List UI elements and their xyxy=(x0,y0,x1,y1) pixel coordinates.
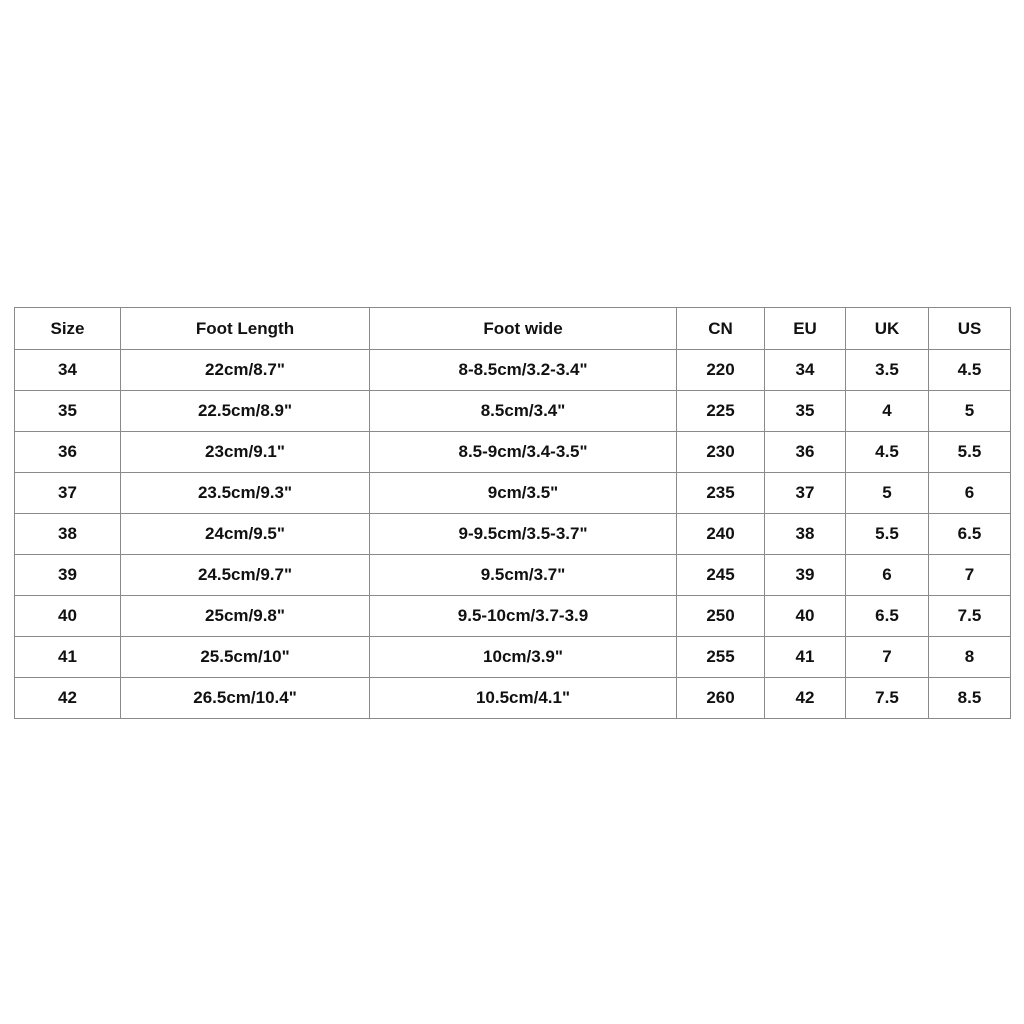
cell-cn: 245 xyxy=(677,555,765,596)
cell-eu: 42 xyxy=(765,678,846,719)
cell-eu: 41 xyxy=(765,637,846,678)
cell-uk: 4.5 xyxy=(846,432,929,473)
cell-foot-wide: 8.5-9cm/3.4-3.5" xyxy=(370,432,677,473)
cell-foot-wide: 8-8.5cm/3.2-3.4" xyxy=(370,350,677,391)
cell-foot-wide: 9.5cm/3.7" xyxy=(370,555,677,596)
cell-foot-wide: 9-9.5cm/3.5-3.7" xyxy=(370,514,677,555)
cell-uk: 7 xyxy=(846,637,929,678)
table-row xyxy=(15,678,1011,719)
cell-foot-length: 22.5cm/8.9" xyxy=(121,391,370,432)
cell-cn: 250 xyxy=(677,596,765,637)
header-uk: UK xyxy=(846,308,929,350)
cell-foot-wide: 8.5cm/3.4" xyxy=(370,391,677,432)
cell-size: 42 xyxy=(15,678,121,719)
cell-size: 40 xyxy=(15,596,121,637)
cell-foot-length: 25.5cm/10" xyxy=(121,637,370,678)
cell-uk: 5 xyxy=(846,473,929,514)
cell-us: 5.5 xyxy=(929,432,1011,473)
table-row xyxy=(15,514,1011,555)
cell-uk: 6 xyxy=(846,555,929,596)
header-us: US xyxy=(929,308,1011,350)
cell-size: 37 xyxy=(15,473,121,514)
table-row xyxy=(15,637,1011,678)
cell-us: 6 xyxy=(929,473,1011,514)
cell-eu: 38 xyxy=(765,514,846,555)
cell-foot-length: 22cm/8.7" xyxy=(121,350,370,391)
cell-cn: 255 xyxy=(677,637,765,678)
cell-cn: 220 xyxy=(677,350,765,391)
header-eu: EU xyxy=(765,308,846,350)
cell-us: 6.5 xyxy=(929,514,1011,555)
header-row xyxy=(15,308,1011,350)
cell-eu: 37 xyxy=(765,473,846,514)
cell-eu: 36 xyxy=(765,432,846,473)
header-foot-wide: Foot wide xyxy=(370,308,677,350)
cell-foot-wide: 9cm/3.5" xyxy=(370,473,677,514)
cell-us: 8 xyxy=(929,637,1011,678)
cell-us: 7 xyxy=(929,555,1011,596)
header-cn: CN xyxy=(677,308,765,350)
header-size: Size xyxy=(15,308,121,350)
cell-cn: 225 xyxy=(677,391,765,432)
cell-foot-length: 25cm/9.8" xyxy=(121,596,370,637)
cell-size: 36 xyxy=(15,432,121,473)
cell-foot-wide: 10cm/3.9" xyxy=(370,637,677,678)
cell-eu: 34 xyxy=(765,350,846,391)
cell-cn: 235 xyxy=(677,473,765,514)
cell-us: 5 xyxy=(929,391,1011,432)
cell-foot-wide: 9.5-10cm/3.7-3.9 xyxy=(370,596,677,637)
cell-size: 35 xyxy=(15,391,121,432)
cell-foot-length: 23.5cm/9.3" xyxy=(121,473,370,514)
cell-uk: 7.5 xyxy=(846,678,929,719)
table-row xyxy=(15,350,1011,391)
cell-size: 41 xyxy=(15,637,121,678)
cell-foot-wide: 10.5cm/4.1" xyxy=(370,678,677,719)
cell-foot-length: 24cm/9.5" xyxy=(121,514,370,555)
cell-foot-length: 23cm/9.1" xyxy=(121,432,370,473)
cell-eu: 39 xyxy=(765,555,846,596)
cell-uk: 4 xyxy=(846,391,929,432)
cell-size: 38 xyxy=(15,514,121,555)
cell-size: 39 xyxy=(15,555,121,596)
size-chart-table xyxy=(14,307,1011,719)
cell-cn: 240 xyxy=(677,514,765,555)
cell-foot-length: 24.5cm/9.7" xyxy=(121,555,370,596)
cell-us: 7.5 xyxy=(929,596,1011,637)
cell-cn: 260 xyxy=(677,678,765,719)
table-row xyxy=(15,596,1011,637)
table-row xyxy=(15,391,1011,432)
cell-uk: 6.5 xyxy=(846,596,929,637)
cell-eu: 40 xyxy=(765,596,846,637)
cell-cn: 230 xyxy=(677,432,765,473)
cell-uk: 5.5 xyxy=(846,514,929,555)
table-row xyxy=(15,473,1011,514)
table-row xyxy=(15,432,1011,473)
header-foot-length: Foot Length xyxy=(121,308,370,350)
cell-foot-length: 26.5cm/10.4" xyxy=(121,678,370,719)
cell-eu: 35 xyxy=(765,391,846,432)
cell-us: 8.5 xyxy=(929,678,1011,719)
cell-size: 34 xyxy=(15,350,121,391)
cell-us: 4.5 xyxy=(929,350,1011,391)
cell-uk: 3.5 xyxy=(846,350,929,391)
table-row xyxy=(15,555,1011,596)
